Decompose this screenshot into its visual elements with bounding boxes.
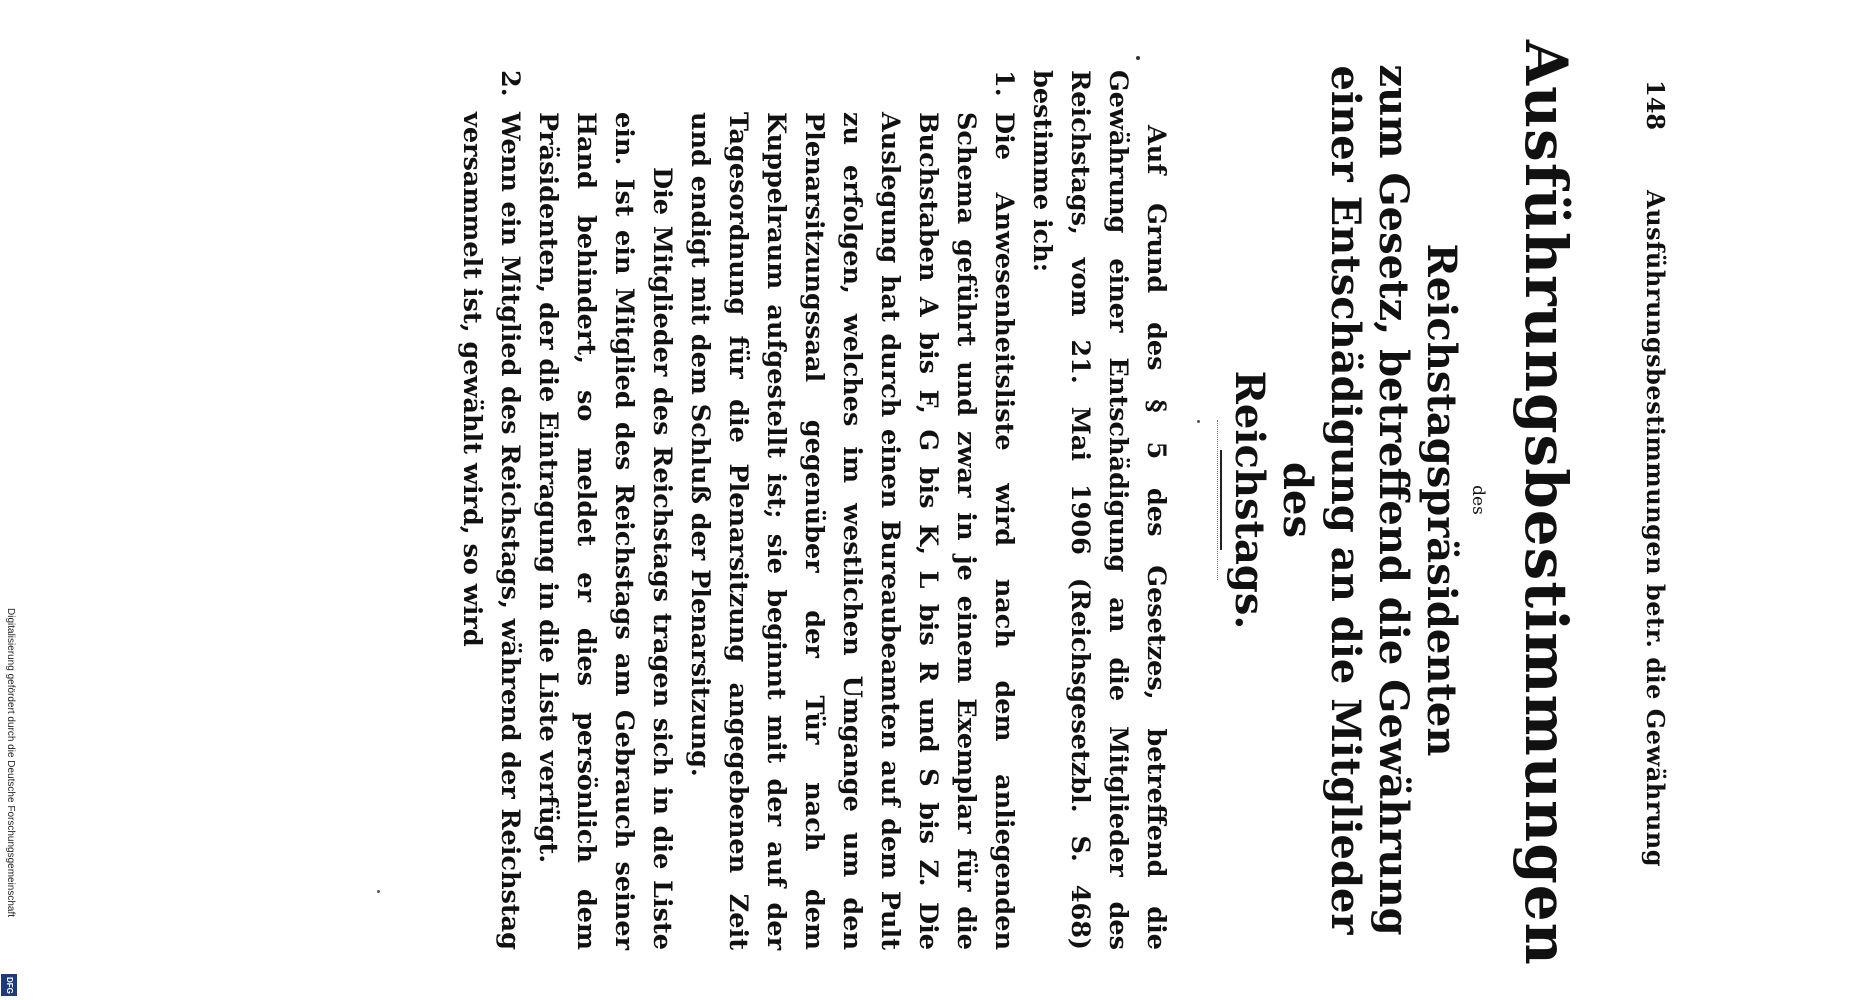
title-divider-rule xyxy=(1220,450,1222,550)
dfg-logo: DFG xyxy=(1,974,17,996)
page-number: 148 xyxy=(1641,80,1670,131)
document-body xyxy=(453,70,1175,950)
scan-speck xyxy=(1197,420,1200,423)
item-2-text: Wenn ein Mitglied des Reichstags, während der Reichstag versammelt ist, gewählt wird, so wird xyxy=(457,112,525,950)
document-page xyxy=(190,40,1670,966)
scan-speck xyxy=(377,890,380,893)
item-2-number: 2. xyxy=(495,70,525,97)
running-title: Ausführungsbestimmungen betr. die Gewährung xyxy=(1641,190,1670,868)
item-1-second-paragraph: Die Mitglieder des Reichstags tragen sich in die Liste ein. Ist ein Mitglied des Reichstags am Gebrauch seiner Hand behindert, so meldet er dies persönlich dem Präsidenten, der die Eintragung in die Liste verfügt. xyxy=(533,112,677,950)
subtitle-line-1: Reichstagspräsidenten xyxy=(1418,243,1465,757)
subtitle-line-4: Reichstags. xyxy=(1226,370,1273,630)
item-1-text: Die Anwesenheitsliste wird nach dem anliegenden Schema geführt und zwar in je einem Exemplar für die Buchstaben A bis F, G bis K, L bis R und S bis Z. Die Auslegung hat durch einen Bureaubeamten auf dem Pult zu erfolgen, welches im westlichen Umgange um den Plenarsitzungssaal gegenüber der Tür nach dem Kuppelraum aufgestellt ist; sie beginnt mit der auf der Tagesordnung für die Plenarsitzung angegebenen Zeit und endigt mit dem Schluß der Plenarsitzung. xyxy=(685,112,1019,950)
digitization-credit-sidebar xyxy=(0,0,18,1000)
list-item-2 xyxy=(453,70,529,950)
intro-paragraph: Auf Grund des § 5 des Gesetzes, betreffend die Gewährung einer Entschädigung an die Mitglieder des Reichstags, vom 21. Mai 1906 (Reichsgesetzbl. S. 468) bestimme ich: xyxy=(1027,70,1171,950)
title-connector: des xyxy=(1468,485,1488,515)
subtitle-line-3: einer Entschädigung an die Mitglieder des xyxy=(1274,65,1369,935)
margin-mark xyxy=(1136,56,1140,60)
digitization-credit-text: Digitalisierung gefördert durch die Deutsche Forschungsgemeinschaft xyxy=(5,608,16,918)
subtitle-line-2: zum Gesetz, betreffend die Gewährung xyxy=(1370,64,1417,936)
item-1-number: 1. xyxy=(989,70,1019,97)
list-item-1 xyxy=(681,70,1023,950)
running-head xyxy=(1630,80,1670,960)
document-title: Ausführungsbestimmungen xyxy=(1512,40,1580,966)
document-subtitle xyxy=(1225,40,1465,960)
